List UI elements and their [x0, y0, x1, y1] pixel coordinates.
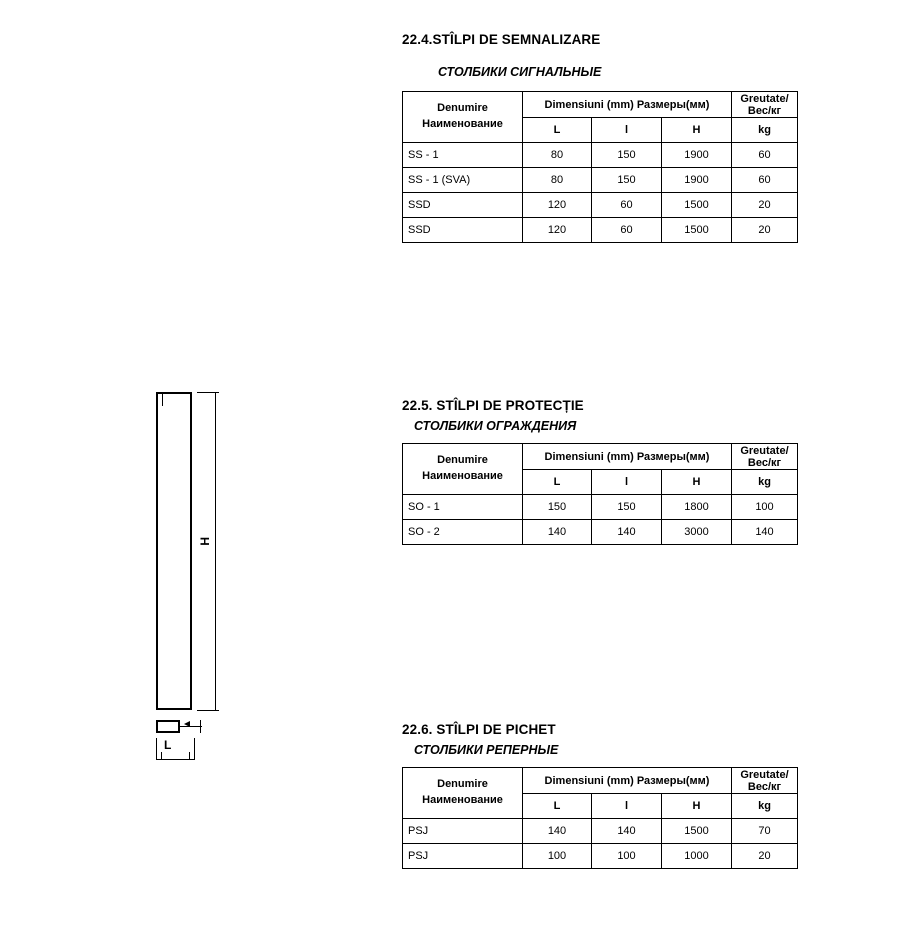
header-denumire [403, 768, 523, 819]
header-weight [732, 92, 798, 118]
cell-l: 150 [592, 495, 662, 520]
cell-kg: 60 [732, 143, 798, 168]
cell-l: 150 [592, 143, 662, 168]
cell-name: SO - 1 [403, 495, 523, 520]
post-plan-view [150, 718, 230, 764]
header-dimensions: Dimensiuni (mm) Размеры(мм) [523, 768, 732, 794]
section-title: 22.4.STÎLPI DE SEMNALIZARE [402, 32, 601, 47]
cell-kg: 20 [732, 844, 798, 869]
header-sub-l: l [592, 118, 662, 143]
table-row [403, 143, 798, 168]
height-dimension-tick-top [197, 392, 219, 393]
cell-kg: 20 [732, 193, 798, 218]
header-denumire [403, 444, 523, 495]
table-row [403, 218, 798, 243]
cell-H: 1500 [662, 193, 732, 218]
cell-L: 120 [523, 218, 592, 243]
section-title: 22.5. STÎLPI DE PROTECȚIE [402, 398, 584, 413]
table-header-row-top [403, 92, 798, 118]
table-row [403, 193, 798, 218]
header-sub-kg: kg [732, 470, 798, 495]
cell-H: 1900 [662, 168, 732, 193]
header-denumire [403, 92, 523, 143]
cell-name: PSJ [403, 819, 523, 844]
header-sub-L: L [523, 118, 592, 143]
cell-kg: 70 [732, 819, 798, 844]
header-sub-kg: kg [732, 794, 798, 819]
table-row [403, 520, 798, 545]
spec-table-22-4 [402, 91, 798, 243]
cell-name: PSJ [403, 844, 523, 869]
header-weight-ru: Вес/кг [747, 456, 782, 469]
table-header-row-top [403, 768, 798, 794]
cell-name: SS - 1 [403, 143, 523, 168]
plan-arrow-icon [184, 721, 190, 727]
cell-l: 60 [592, 193, 662, 218]
cell-L: 80 [523, 143, 592, 168]
cell-L: 80 [523, 168, 592, 193]
plan-dimension-tick-right [200, 720, 201, 733]
header-sub-kg: kg [732, 118, 798, 143]
header-sub-l: l [592, 794, 662, 819]
table-row [403, 495, 798, 520]
section-title: 22.6. STÎLPI DE PICHET [402, 722, 556, 737]
header-denumire-ru: Наименование [422, 794, 503, 806]
plan-section-outline [156, 720, 180, 733]
header-denumire-ro: Denumire [437, 102, 488, 115]
section-subtitle: СТОЛБИКИ РЕПЕРНЫЕ [414, 743, 559, 757]
header-denumire-ru: Наименование [422, 470, 503, 482]
cell-kg: 140 [732, 520, 798, 545]
header-denumire-ru: Наименование [422, 118, 503, 130]
header-sub-H: H [662, 794, 732, 819]
cell-L: 120 [523, 193, 592, 218]
cell-name: SO - 2 [403, 520, 523, 545]
section-22-5 [402, 398, 798, 545]
cell-kg: 20 [732, 218, 798, 243]
cell-kg: 60 [732, 168, 798, 193]
header-weight-ro: Greutate/ [740, 444, 789, 457]
cell-name: SSD [403, 193, 523, 218]
header-sub-l: l [592, 470, 662, 495]
cell-l: 140 [592, 520, 662, 545]
cell-l: 140 [592, 819, 662, 844]
cell-kg: 100 [732, 495, 798, 520]
table-row [403, 168, 798, 193]
cell-H: 1800 [662, 495, 732, 520]
cell-l: 150 [592, 168, 662, 193]
width-extension-left [161, 752, 162, 760]
section-22-6 [402, 722, 798, 869]
cell-H: 1900 [662, 143, 732, 168]
cell-L: 140 [523, 819, 592, 844]
section-22-4 [402, 32, 798, 243]
cell-H: 1000 [662, 844, 732, 869]
width-dimension-tick-left [156, 738, 157, 760]
header-dimensions: Dimensiuni (mm) Размеры(мм) [523, 92, 732, 118]
header-weight-ro: Greutate/ [740, 92, 789, 105]
height-dimension-tick-bottom [197, 710, 219, 711]
width-dimension-tick-right [194, 738, 195, 760]
cell-name: SSD [403, 218, 523, 243]
header-sub-L: L [523, 794, 592, 819]
height-dimension-label: H [198, 536, 212, 546]
post-elevation-outline [156, 392, 192, 710]
header-sub-L: L [523, 470, 592, 495]
header-denumire-ro: Denumire [437, 778, 488, 791]
header-weight-ru: Вес/кг [747, 104, 782, 117]
width-extension-right [189, 752, 190, 760]
header-weight [732, 444, 798, 470]
cell-name: SS - 1 (SVA) [403, 168, 523, 193]
table-header-row-top [403, 444, 798, 470]
header-denumire-ro: Denumire [437, 454, 488, 467]
header-weight [732, 768, 798, 794]
cell-l: 100 [592, 844, 662, 869]
header-weight-ro: Greutate/ [740, 768, 789, 781]
cell-L: 140 [523, 520, 592, 545]
cell-L: 100 [523, 844, 592, 869]
header-dimensions: Dimensiuni (mm) Размеры(мм) [523, 444, 732, 470]
cell-H: 1500 [662, 819, 732, 844]
header-weight-ru: Вес/кг [747, 780, 782, 793]
table-row [403, 819, 798, 844]
cell-L: 150 [523, 495, 592, 520]
section-subtitle: СТОЛБИКИ СИГНАЛЬНЫЕ [438, 65, 602, 79]
post-chamfer-line [162, 394, 163, 406]
spec-table-22-6 [402, 767, 798, 869]
header-sub-H: H [662, 118, 732, 143]
section-subtitle: СТОЛБИКИ ОГРАЖДЕНИЯ [414, 419, 577, 433]
spec-table-22-5 [402, 443, 798, 545]
header-sub-H: H [662, 470, 732, 495]
cell-H: 3000 [662, 520, 732, 545]
height-dimension-line [215, 392, 216, 710]
cell-l: 60 [592, 218, 662, 243]
post-technical-drawing [140, 386, 250, 766]
width-dimension-label: L [164, 738, 173, 752]
cell-H: 1500 [662, 218, 732, 243]
table-row [403, 844, 798, 869]
